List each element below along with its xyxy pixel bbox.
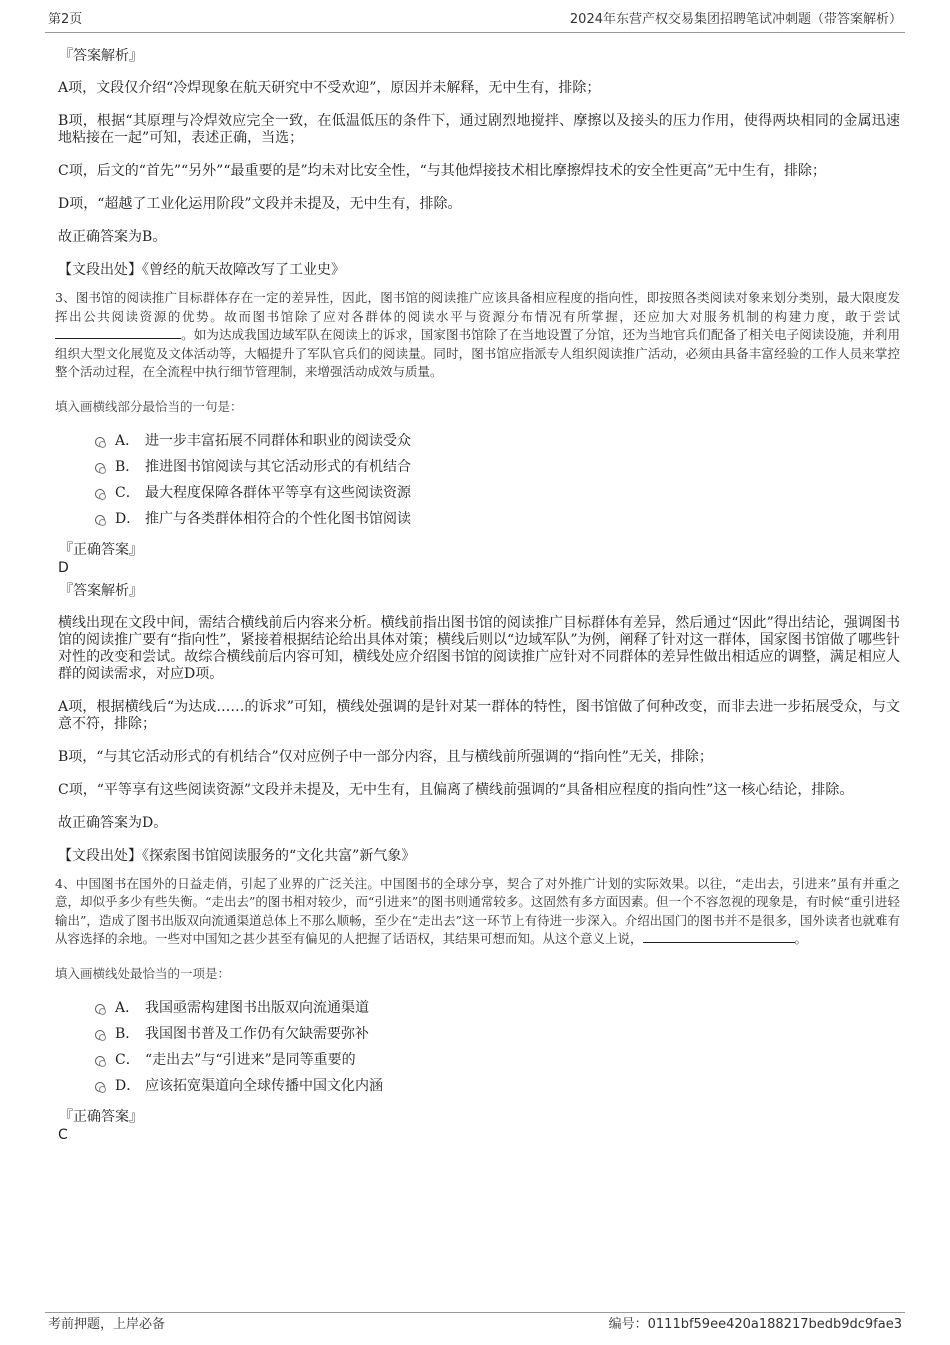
q3-option-a[interactable]: A． 进一步丰富拓展不同群体和职业的阅读受众 xyxy=(55,428,900,454)
footer-serial-number: 编号：0111bf59ee420a188217bedb9dc9fae3 xyxy=(608,1317,902,1332)
q3-analysis-b: B项，“与其它活动形式的有机结合”仅对应例子中一部分内容，且与横线前所强调的“指向性”无关，排除； xyxy=(58,748,713,765)
q3-option-d[interactable]: D． 推广与各类群体相符合的个性化图书馆阅读 xyxy=(55,506,900,532)
q3-question-text: 3、图书馆的阅读推广目标群体存在一定的差异性，因此，图书馆的阅读推广应该具备相应程度的指向性，即按照各类阅读对象来划分类别，最大限度发挥出公共阅读资源的优势。故而图书馆除了应对各群体的阅读水平与资源分布情况有所掌握，还应加大对服务机制的构建力度，敢于尝试。如为达成我国边域军队在阅读上的诉求，国家图书馆除了在当地设置了分馆，还为当地官兵们配备了相关电子阅读设施，并利用组织大型文化展览及文体活动等，大幅提升了军队官兵们的阅读量。同时，图书馆应指派专人组织阅读推广活动，必须由具备丰富经验的工作人员来掌控整个活动过程，在全流程中执行细节管理制，来增强活动成效与质量。 xyxy=(55,290,900,379)
q3-option-c[interactable]: C． 最大程度保障各群体平等享有这些阅读资源 xyxy=(55,480,900,506)
q4-option-c[interactable]: C． “走出去”与“引进来”是同等重要的 xyxy=(55,1047,900,1073)
q3-analysis-c: C项，“平等享有这些阅读资源”文段并未提及，无中生有，且偏离了横线前强调的“具备相应程度的指向性”这一核心结论，排除。 xyxy=(58,781,854,798)
q3-analysis-main: 横线出现在文段中间，需结合横线前后内容来分析。横线前指出图书馆的阅读推广目标群体有差异，然后通过“因此”得出结论，强调图书馆的阅读推广要有“指向性”，紧接着根据结论给出具体对策；横线后则以“边域军队”为例，阐释了针对这一群体，国家图书馆做了哪些针对性的改变和尝试。故综合横线前后内容可知，横线处应介绍图书馆的阅读推广应针对不同群体的差异性做出相适应的调整，满足相应人群的阅读需求，对应D项。 xyxy=(58,614,900,682)
q3-answer: D xyxy=(58,559,69,576)
q4-option-a[interactable]: A． 我国亟需构建图书出版双向流通渠道 xyxy=(55,995,900,1021)
q3-option-b[interactable]: B． 推进图书馆阅读与其它活动形式的有机结合 xyxy=(55,454,900,480)
q2-source: 【文段出处】《曾经的航天故障改写了工业史》 xyxy=(58,262,345,278)
radio-icon[interactable] xyxy=(95,1082,105,1092)
radio-icon[interactable] xyxy=(95,1056,105,1066)
q3-options xyxy=(55,428,900,532)
q3-source: 【文段出处】《探索图书馆阅读服务的“文化共富”新气象》 xyxy=(58,847,416,864)
q3-answer-heading: 『正确答案』 xyxy=(59,541,143,558)
q2-conclusion: 故正确答案为B。 xyxy=(58,229,167,245)
q4-prompt: 填入画横线处最恰当的一项是： xyxy=(55,965,231,981)
q4-option-b[interactable]: B． 我国图书普及工作仍有欠缺需要弥补 xyxy=(55,1021,900,1047)
q3-prompt: 填入画横线部分最恰当的一句是： xyxy=(55,398,243,414)
footer-slogan: 考前押题，上岸必备 xyxy=(48,1317,166,1332)
radio-icon[interactable] xyxy=(95,463,105,473)
page-number: 第2页 xyxy=(48,12,83,27)
q4-fill-blank xyxy=(643,930,795,943)
radio-icon[interactable] xyxy=(95,489,105,499)
page-header xyxy=(45,10,905,33)
q2-analysis-a: A项，文段仅介绍“冷焊现象在航天研究中不受欢迎”，原因并未解释，无中生有，排除； xyxy=(58,80,601,96)
document-title: 2024年东营产权交易集团招聘笔试冲刺题（带答案解析） xyxy=(569,12,902,27)
q2-analysis-b: B项，根据“其原理与冷焊效应完全一致，在低温低压的条件下，通过剧烈地搅拌、摩擦以及接头的压力作用，使得两块相同的金属迅速地粘接在一起”可知，表述正确，当选； xyxy=(58,113,900,146)
q4-question-text: 4、中国图书在国外的日益走俏，引起了业界的广泛关注。中国图书的全球分享，契合了对外推广计划的实际效果。以往，“走出去，引进来”虽有并重之意，却似乎多少有些失衡。“走出去”的图书相对较少，而“引进来”的图书则通常较多。这固然有多方面因素。但一个不容忽视的现象是，有时候“重引进轻输出”，造成了图书出版双向流通渠道总体上不那么顺畅，至少在“走出去”这一环节上有待进一步深入。介绍出国门的图书并不是很多，国外读者也就难有从容选择的余地。一些对中国知之甚少甚至有偏见的人把握了话语权，其结果可想而知。从这个意义上说， 。 xyxy=(55,875,900,946)
q3-fill-blank xyxy=(55,326,181,339)
q2-analysis-c: C项，后文的“首先”“另外”“最重要的是”均未对比安全性，“与其他焊接技术相比摩擦焊技术的安全性更高”无中生有，排除； xyxy=(58,163,826,179)
q2-analysis-d: D项，“超越了工业化运用阶段”文段并未提及，无中生有，排除。 xyxy=(58,196,462,212)
document-body xyxy=(55,44,900,1144)
radio-icon[interactable] xyxy=(95,437,105,447)
q4-answer-heading: 『正确答案』 xyxy=(59,1108,143,1125)
radio-icon[interactable] xyxy=(95,515,105,525)
q2-analysis-heading: 『答案解析』 xyxy=(59,48,143,64)
radio-icon[interactable] xyxy=(95,1004,105,1014)
q3-conclusion: 故正确答案为D。 xyxy=(58,814,168,831)
q4-option-d[interactable]: D． 应该拓宽渠道向全球传播中国文化内涵 xyxy=(55,1073,900,1099)
page-footer xyxy=(45,1312,905,1337)
radio-icon[interactable] xyxy=(95,1030,105,1040)
q3-analysis-a: A项，根据横线后“为达成……的诉求”可知，横线处强调的是针对某一群体的特性，图书馆做了何种改变，而非去进一步拓展受众，与文意不符，排除； xyxy=(58,698,900,732)
q4-answer: C xyxy=(58,1126,68,1143)
q3-analysis-heading: 『答案解析』 xyxy=(59,582,143,599)
q4-options xyxy=(55,995,900,1099)
